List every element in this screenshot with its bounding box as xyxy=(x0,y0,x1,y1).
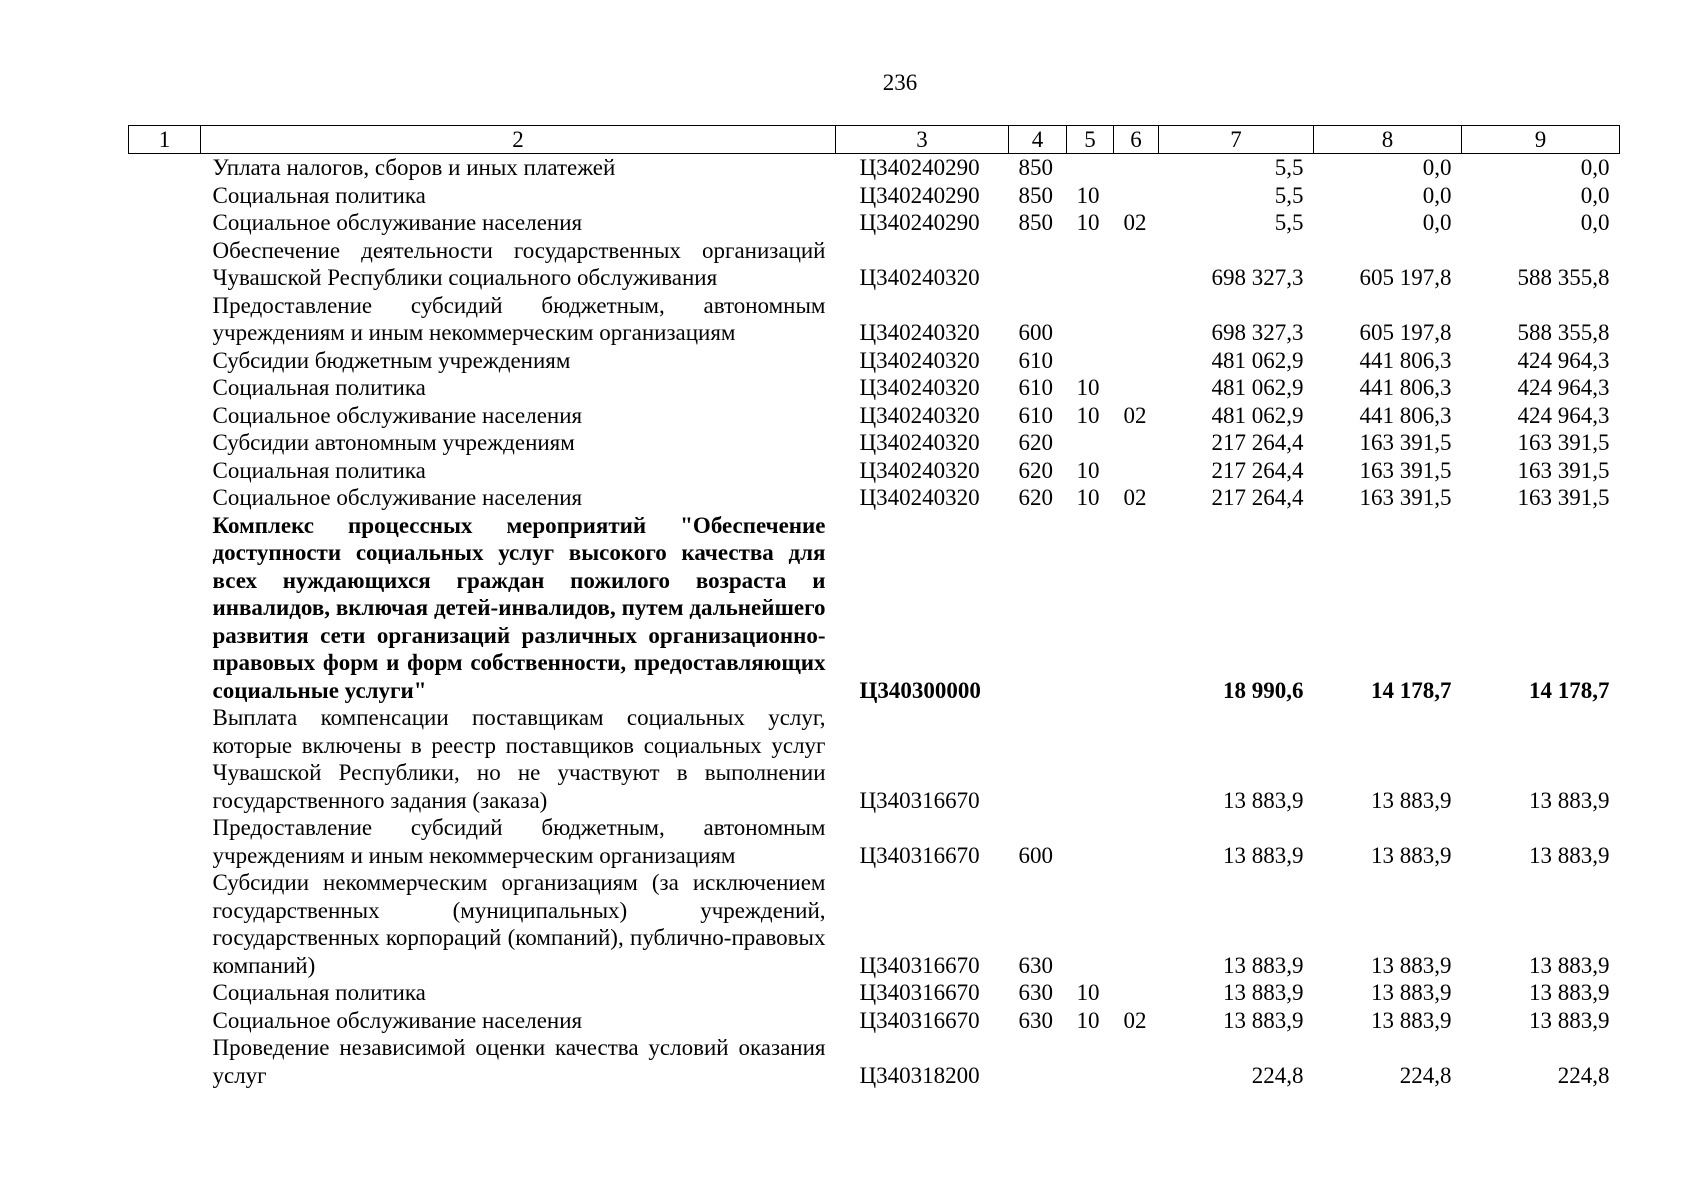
cell-amount-col7: 217 264,4 xyxy=(1211,430,1304,455)
cell-expense-type xyxy=(1009,1034,1067,1089)
cell-section xyxy=(1067,704,1114,814)
cell-amount-col7: 13 883,9 xyxy=(1223,787,1304,813)
cell-target-code: Ц340240320 xyxy=(859,347,980,373)
cell-description: Социальная политика xyxy=(212,375,426,400)
cell-section: 10 xyxy=(1076,485,1100,510)
cell-amount-col8: 0,0 xyxy=(1422,210,1452,235)
cell-amount-col9: 13 883,9 xyxy=(1529,787,1610,813)
cell-expense-type: 600 xyxy=(1018,320,1053,345)
cell-expense-type: 620 xyxy=(1018,485,1053,510)
cell-section xyxy=(1067,1034,1114,1089)
cell-description: Проведение независимой оценки качества условий оказания услуг xyxy=(212,1035,826,1088)
cell-subsection xyxy=(1114,237,1159,292)
cell-expense-type xyxy=(1009,704,1067,814)
cell-amount-col7: 698 327,3 xyxy=(1211,265,1304,290)
cell-amount-col8: 163 391,5 xyxy=(1359,485,1452,510)
header-col-5: 5 xyxy=(1067,126,1114,154)
cell-target-code: Ц340316670 xyxy=(859,1007,980,1033)
cell-target-code: Ц340240290 xyxy=(859,155,980,180)
header-col-8: 8 xyxy=(1314,126,1462,154)
cell-subsection xyxy=(1114,374,1159,402)
cell-description: Предоставление субсидий бюджетным, автономным учреждениям и иным некоммерческим организациям xyxy=(212,815,826,868)
cell-amount-col7: 217 264,4 xyxy=(1211,457,1304,483)
cell-amount-col9: 163 391,5 xyxy=(1517,457,1610,483)
cell-col-1 xyxy=(129,869,201,979)
cell-expense-type: 620 xyxy=(1018,457,1053,483)
header-col-1: 1 xyxy=(129,126,201,154)
cell-expense-type: 630 xyxy=(1018,952,1053,978)
cell-amount-col8: 13 883,9 xyxy=(1371,787,1452,813)
cell-amount-col8: 0,0 xyxy=(1422,155,1452,180)
cell-target-code: Ц340240320 xyxy=(859,402,980,428)
cell-subsection: 02 xyxy=(1123,210,1147,235)
table-row xyxy=(129,704,1620,814)
cell-subsection xyxy=(1114,429,1159,457)
cell-amount-col9: 14 178,7 xyxy=(1529,677,1610,703)
header-col-4: 4 xyxy=(1009,126,1067,154)
cell-target-code: Ц340240320 xyxy=(859,265,980,290)
cell-amount-col8: 0,0 xyxy=(1422,182,1452,208)
cell-target-code: Ц340240320 xyxy=(859,320,980,345)
cell-description: Уплата налогов, сборов и иных платежей xyxy=(212,155,616,180)
cell-subsection: 02 xyxy=(1123,402,1147,428)
cell-expense-type: 610 xyxy=(1018,402,1053,428)
cell-col-1 xyxy=(129,814,201,869)
cell-amount-col7: 698 327,3 xyxy=(1211,320,1304,345)
cell-amount-col8: 605 197,8 xyxy=(1359,320,1452,345)
cell-amount-col9: 13 883,9 xyxy=(1529,1007,1610,1033)
cell-description: Социальное обслуживание населения xyxy=(212,485,583,510)
cell-expense-type: 630 xyxy=(1018,1007,1053,1033)
cell-amount-col9: 588 355,8 xyxy=(1517,320,1610,345)
cell-section xyxy=(1067,154,1114,182)
cell-description: Социальное обслуживание населения xyxy=(212,1007,583,1033)
cell-subsection xyxy=(1114,1034,1159,1089)
cell-target-code: Ц340316670 xyxy=(859,787,980,813)
cell-col-1 xyxy=(129,292,201,347)
cell-target-code: Ц340240290 xyxy=(859,182,980,208)
cell-target-code: Ц340316670 xyxy=(859,952,980,978)
cell-description: Обеспечение деятельности государственных организаций Чувашской Республики социального обслуживания xyxy=(212,237,826,290)
cell-amount-col7: 18 990,6 xyxy=(1223,677,1304,703)
cell-amount-col8: 14 178,7 xyxy=(1371,677,1452,703)
page-number: 236 xyxy=(882,70,918,95)
cell-amount-col7: 13 883,9 xyxy=(1223,842,1304,868)
cell-description: Субсидии некоммерческим организациям (за исключением государственных (муниципальных) учреждений, государственных корпораций (компаний), публично-правовых компаний) xyxy=(212,870,826,978)
header-col-6: 6 xyxy=(1114,126,1159,154)
cell-target-code: Ц340240290 xyxy=(859,210,980,235)
header-row xyxy=(129,126,1620,154)
cell-section xyxy=(1067,869,1114,979)
cell-amount-col7: 481 062,9 xyxy=(1211,347,1304,373)
cell-section xyxy=(1067,292,1114,347)
cell-subsection xyxy=(1114,869,1159,979)
table-row xyxy=(129,154,1620,182)
cell-section: 10 xyxy=(1076,402,1100,428)
cell-section: 10 xyxy=(1076,1007,1100,1033)
cell-subsection xyxy=(1114,182,1159,210)
cell-description: Социальное обслуживание населения xyxy=(212,402,583,428)
cell-section xyxy=(1067,814,1114,869)
cell-subsection xyxy=(1114,814,1159,869)
cell-subsection xyxy=(1114,457,1159,485)
cell-amount-col9: 588 355,8 xyxy=(1517,265,1610,290)
cell-target-code: Ц340240320 xyxy=(859,430,980,455)
cell-amount-col8: 224,8 xyxy=(1399,1062,1452,1088)
cell-section xyxy=(1067,347,1114,375)
cell-expense-type: 600 xyxy=(1018,842,1053,868)
table-row xyxy=(129,1007,1620,1035)
cell-description: Комплекс процессных мероприятий "Обеспечение доступности социальных услуг высокого качества для всех нуждающихся граждан пожилого возраста и инвалидов, включая детей-инвалидов, путем дальнейшего развития сети организаций различных организационно-правовых форм и форм собственности, предоставляющих социальные услуги" xyxy=(212,512,826,703)
cell-subsection xyxy=(1114,512,1159,705)
cell-description: Социальная политика xyxy=(212,182,426,208)
cell-expense-type: 610 xyxy=(1018,375,1053,400)
cell-amount-col7: 224,8 xyxy=(1251,1062,1304,1088)
cell-amount-col9: 224,8 xyxy=(1557,1062,1610,1088)
cell-description: Субсидии бюджетным учреждениям xyxy=(212,347,571,373)
cell-amount-col8: 13 883,9 xyxy=(1371,980,1452,1005)
cell-amount-col9: 13 883,9 xyxy=(1529,952,1610,978)
cell-col-1 xyxy=(129,512,201,705)
cell-amount-col8: 13 883,9 xyxy=(1371,1007,1452,1033)
cell-target-code: Ц340316670 xyxy=(859,980,980,1005)
table-row xyxy=(129,402,1620,430)
cell-amount-col9: 163 391,5 xyxy=(1517,485,1610,510)
cell-amount-col7: 5,5 xyxy=(1274,155,1304,180)
cell-target-code: Ц340240320 xyxy=(859,375,980,400)
cell-col-1 xyxy=(129,429,201,457)
table-row xyxy=(129,429,1620,457)
table-row xyxy=(129,484,1620,512)
cell-amount-col7: 481 062,9 xyxy=(1211,402,1304,428)
cell-amount-col8: 163 391,5 xyxy=(1359,430,1452,455)
cell-target-code: Ц340240320 xyxy=(859,485,980,510)
cell-description: Социальное обслуживание населения xyxy=(212,210,583,235)
cell-amount-col9: 0,0 xyxy=(1580,155,1610,180)
cell-amount-col7: 13 883,9 xyxy=(1223,980,1304,1005)
budget-table-wrapper xyxy=(128,125,1620,1089)
cell-amount-col7: 13 883,9 xyxy=(1223,1007,1304,1033)
table-row xyxy=(129,209,1620,237)
cell-subsection: 02 xyxy=(1123,1007,1147,1033)
header-col-3: 3 xyxy=(836,126,1009,154)
header-col-7: 7 xyxy=(1159,126,1314,154)
cell-target-code: Ц340318200 xyxy=(859,1062,980,1088)
cell-amount-col8: 13 883,9 xyxy=(1371,952,1452,978)
cell-section xyxy=(1067,512,1114,705)
cell-col-1 xyxy=(129,154,201,182)
cell-section: 10 xyxy=(1076,375,1100,400)
cell-col-1 xyxy=(129,237,201,292)
cell-col-1 xyxy=(129,182,201,210)
table-row xyxy=(129,237,1620,292)
cell-description: Социальная политика xyxy=(212,980,426,1005)
cell-description: Предоставление субсидий бюджетным, автономным учреждениям и иным некоммерческим организациям xyxy=(212,292,826,345)
header-col-9: 9 xyxy=(1462,126,1620,154)
cell-amount-col9: 13 883,9 xyxy=(1529,980,1610,1005)
cell-section: 10 xyxy=(1076,210,1100,235)
table-row xyxy=(129,512,1620,705)
cell-description: Социальная политика xyxy=(212,457,426,483)
cell-target-code: Ц340240320 xyxy=(859,457,980,483)
cell-subsection xyxy=(1114,704,1159,814)
cell-section: 10 xyxy=(1076,457,1100,483)
cell-expense-type: 850 xyxy=(1018,210,1053,235)
cell-col-1 xyxy=(129,347,201,375)
cell-expense-type: 620 xyxy=(1018,430,1053,455)
table-row xyxy=(129,814,1620,869)
table-row xyxy=(129,1034,1620,1089)
cell-amount-col7: 5,5 xyxy=(1274,182,1304,208)
cell-amount-col8: 605 197,8 xyxy=(1359,265,1452,290)
cell-amount-col7: 5,5 xyxy=(1274,210,1304,235)
cell-amount-col8: 163 391,5 xyxy=(1359,457,1452,483)
table-row xyxy=(129,182,1620,210)
cell-col-1 xyxy=(129,704,201,814)
cell-amount-col9: 424 964,3 xyxy=(1517,347,1610,373)
budget-table xyxy=(128,125,1620,1089)
cell-expense-type: 610 xyxy=(1018,347,1053,373)
cell-section xyxy=(1067,429,1114,457)
cell-amount-col8: 13 883,9 xyxy=(1371,842,1452,868)
cell-subsection xyxy=(1114,979,1159,1007)
cell-col-1 xyxy=(129,402,201,430)
table-row xyxy=(129,457,1620,485)
cell-description: Субсидии автономным учреждениям xyxy=(212,430,575,455)
cell-expense-type: 630 xyxy=(1018,980,1053,1005)
cell-col-1 xyxy=(129,209,201,237)
header-col-2: 2 xyxy=(201,126,836,154)
table-row xyxy=(129,869,1620,979)
cell-amount-col9: 0,0 xyxy=(1580,182,1610,208)
cell-amount-col7: 481 062,9 xyxy=(1211,375,1304,400)
cell-col-1 xyxy=(129,457,201,485)
cell-subsection: 02 xyxy=(1123,485,1147,510)
table-row xyxy=(129,292,1620,347)
cell-expense-type xyxy=(1009,237,1067,292)
cell-col-1 xyxy=(129,1007,201,1035)
cell-subsection xyxy=(1114,292,1159,347)
cell-amount-col8: 441 806,3 xyxy=(1359,402,1452,428)
cell-expense-type: 850 xyxy=(1018,182,1053,208)
cell-amount-col9: 163 391,5 xyxy=(1517,430,1610,455)
cell-subsection xyxy=(1114,347,1159,375)
cell-expense-type: 850 xyxy=(1018,155,1053,180)
cell-amount-col9: 424 964,3 xyxy=(1517,402,1610,428)
cell-amount-col9: 424 964,3 xyxy=(1517,375,1610,400)
cell-amount-col9: 0,0 xyxy=(1580,210,1610,235)
cell-subsection xyxy=(1114,154,1159,182)
table-row xyxy=(129,979,1620,1007)
cell-amount-col8: 441 806,3 xyxy=(1359,347,1452,373)
table-header xyxy=(129,126,1620,154)
cell-expense-type xyxy=(1009,512,1067,705)
cell-amount-col7: 217 264,4 xyxy=(1211,485,1304,510)
table-row xyxy=(129,347,1620,375)
cell-amount-col9: 13 883,9 xyxy=(1529,842,1610,868)
cell-section xyxy=(1067,237,1114,292)
cell-section: 10 xyxy=(1076,980,1100,1005)
table-body xyxy=(129,154,1620,1090)
cell-target-code: Ц340300000 xyxy=(859,677,981,703)
cell-col-1 xyxy=(129,484,201,512)
cell-amount-col8: 441 806,3 xyxy=(1359,375,1452,400)
table-row xyxy=(129,374,1620,402)
cell-col-1 xyxy=(129,1034,201,1089)
cell-description: Выплата компенсации поставщикам социальных услуг, которые включены в реестр поставщиков социальных услуг Чувашской Республики, но не участвуют в выполнении государственного задания (заказа) xyxy=(212,705,826,813)
cell-col-1 xyxy=(129,374,201,402)
cell-col-1 xyxy=(129,979,201,1007)
cell-target-code: Ц340316670 xyxy=(859,842,980,868)
cell-section: 10 xyxy=(1076,182,1100,208)
cell-amount-col7: 13 883,9 xyxy=(1223,952,1304,978)
